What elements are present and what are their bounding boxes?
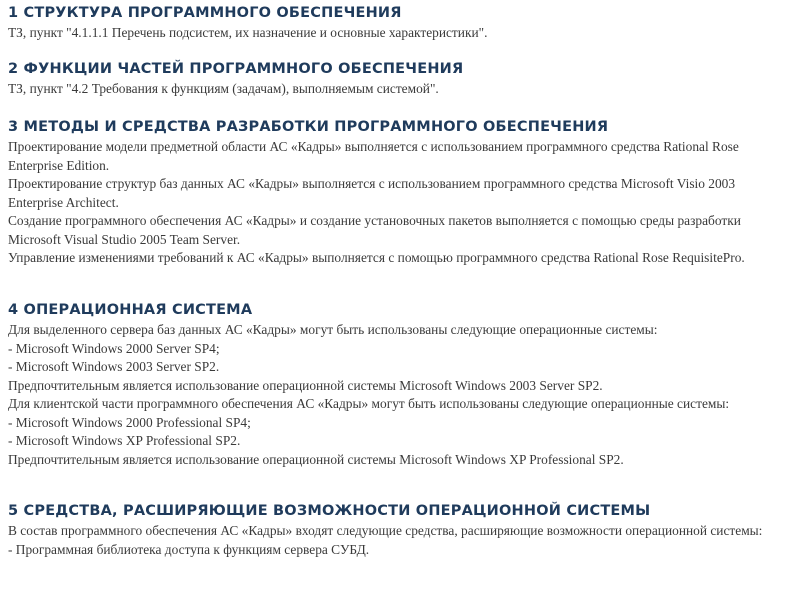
paragraph: ТЗ, пункт "4.1.1.1 Перечень подсистем, их назначение и основные характеристики". xyxy=(8,25,488,40)
section-2 xyxy=(8,59,790,99)
list-item: - Microsoft Windows XP Professional SP2. xyxy=(8,433,241,448)
section-1 xyxy=(8,3,790,43)
paragraph: Проектирование модели предметной области АС «Кадры» выполняется с использованием программного средства Rational Rose Enterprise Edition. xyxy=(8,139,739,173)
section-heading: 3 МЕТОДЫ И СРЕДСТВА РАЗРАБОТКИ ПРОГРАММНОГО ОБЕСПЕЧЕНИЯ xyxy=(8,119,609,135)
paragraph: Проектирование структур баз данных АС «Кадры» выполняется с использованием программного средства Microsoft Visio 2003 Enterprise Architect. xyxy=(8,176,736,210)
paragraph: Управление изменениями требований к АС «Кадры» выполняется с помощью программного средства Rational Rose RequisitePro. xyxy=(8,250,745,265)
paragraph: Для выделенного сервера баз данных АС «Кадры» могут быть использованы следующие операционные системы: xyxy=(8,322,658,337)
list-item: - Программная библиотека доступа к функциям сервера СУБД. xyxy=(8,541,370,557)
paragraph: Для клиентской части программного обеспечения АС «Кадры» могут быть использованы следующие операционные системы: xyxy=(8,396,730,411)
section-heading: 4 ОПЕРАЦИОННАЯ СИСТЕМА xyxy=(8,302,253,318)
section-heading: 1 СТРУКТУРА ПРОГРАММНОГО ОБЕСПЕЧЕНИЯ xyxy=(8,5,402,21)
section-5 xyxy=(8,501,790,559)
paragraph: Предпочтительным является использование операционной системы Microsoft Windows XP Professional SP2. xyxy=(8,451,624,467)
list-item: - Microsoft Windows 2000 Server SP4; xyxy=(8,340,220,356)
section-heading: 5 СРЕДСТВА, РАСШИРЯЮЩИЕ ВОЗМОЖНОСТИ ОПЕРАЦИОННОЙ СИСТЕМЫ xyxy=(8,503,651,519)
section-4 xyxy=(8,300,790,469)
list-item: - Microsoft Windows 2000 Professional SP4; xyxy=(8,414,251,430)
section-3 xyxy=(8,117,790,268)
paragraph: Предпочтительным является использование операционной системы Microsoft Windows 2003 Server SP2. xyxy=(8,377,603,393)
paragraph: Создание программного обеспечения АС «Кадры» и создание установочных пакетов выполняется с помощью среды разработки Microsoft Visual Studio 2005 Team Server. xyxy=(8,213,741,247)
paragraph: ТЗ, пункт "4.2 Требования к функциям (задачам), выполняемым системой". xyxy=(8,81,439,96)
section-heading: 2 ФУНКЦИИ ЧАСТЕЙ ПРОГРАММНОГО ОБЕСПЕЧЕНИЯ xyxy=(8,61,464,77)
list-item: - Microsoft Windows 2003 Server SP2. xyxy=(8,359,220,374)
paragraph: В состав программного обеспечения АС «Кадры» входят следующие средства, расширяющие возможности операционной системы: xyxy=(8,523,763,538)
